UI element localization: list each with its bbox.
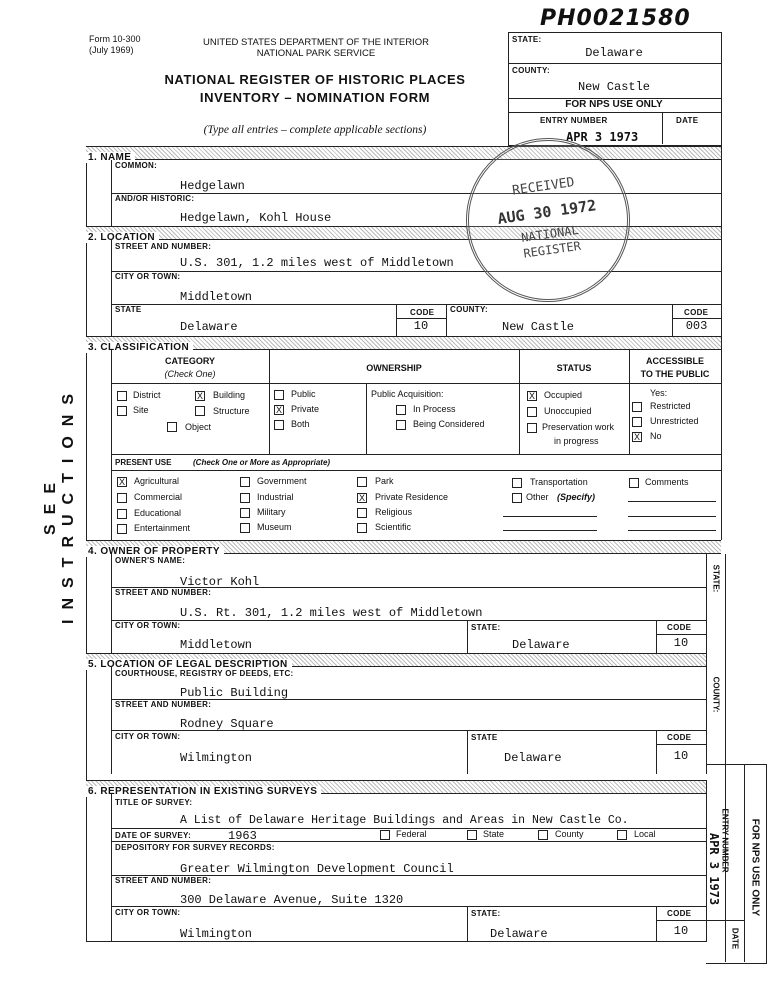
use-museum-checkbox[interactable] [240, 523, 250, 533]
accessible-no-checkbox[interactable]: X [633, 432, 640, 442]
depository-code-label: CODE [667, 909, 692, 918]
agency-line1: UNITED STATES DEPARTMENT OF THE INTERIOR [203, 37, 429, 48]
public-acquisition-label: Public Acquisition: [371, 389, 444, 399]
accessible-unrestricted-checkbox[interactable] [632, 417, 642, 427]
use-religious-checkbox[interactable] [357, 508, 367, 518]
county-code-label: CODE [684, 308, 709, 317]
survey-date-label: DATE OF SURVEY: [115, 831, 192, 840]
courthouse-label: COURTHOUSE, REGISTRY OF DEEDS, ETC: [115, 669, 294, 678]
depository-state-value: Delaware [490, 927, 548, 941]
ownership-both-checkbox[interactable] [274, 420, 284, 430]
depository-state-label: STATE: [471, 909, 501, 918]
legal-street-label: STREET AND NUMBER: [115, 700, 212, 709]
category-building-checkbox[interactable]: X [196, 391, 203, 401]
use-commercial-checkbox[interactable] [117, 493, 127, 503]
present-use-label: PRESENT USE [115, 458, 172, 467]
owner-city-value: Middletown [180, 638, 253, 652]
legal-street-value: Rodney Square [180, 717, 274, 731]
ownership-public-checkbox[interactable] [274, 390, 284, 400]
street-label: STREET AND NUMBER: [115, 242, 212, 251]
legal-city-label: CITY OR TOWN: [115, 732, 181, 741]
nps-use-label: FOR NPS USE ONLY [565, 99, 663, 110]
owner-street-value: U.S. Rt. 301, 1.2 miles west of Middletown [180, 606, 483, 620]
use-other-checkbox[interactable] [512, 493, 522, 503]
legal-state-value: Delaware [504, 751, 562, 765]
category-object-checkbox[interactable] [167, 422, 177, 432]
form-title-line1: NATIONAL REGISTER OF HISTORIC PLACES [164, 72, 466, 87]
depository-code-value: 10 [673, 924, 689, 938]
use-government-checkbox[interactable] [240, 477, 250, 487]
survey-title-value: A List of Delaware Heritage Buildings and Areas in New Castle Co. [180, 814, 629, 827]
category-subheader: (Check One) [164, 369, 216, 379]
side-received-date-handwritten: APR 3 1973 [707, 832, 721, 906]
status-unoccupied-checkbox[interactable] [527, 407, 537, 417]
use-entertainment-checkbox[interactable] [117, 524, 127, 534]
legal-city-value: Wilmington [180, 751, 253, 765]
status-preservation-checkbox[interactable] [527, 423, 537, 433]
ownership-header: OWNERSHIP [366, 363, 422, 373]
state-code-label: CODE [410, 308, 435, 317]
depository-value: Greater Wilmington Development Council [180, 862, 454, 876]
county-value: New Castle [502, 320, 575, 334]
depository-city-value: Wilmington [180, 927, 253, 941]
survey-local-checkbox[interactable] [617, 830, 627, 840]
use-industrial-checkbox[interactable] [240, 493, 250, 503]
form-number: Form 10-300 [89, 34, 141, 44]
side-nps-use-label: FOR NPS USE ONLY [749, 818, 761, 917]
courthouse-value: Public Building [180, 686, 289, 700]
in-process-checkbox[interactable] [396, 405, 406, 415]
side-date-label: DATE [730, 927, 740, 950]
side-state-label: STATE: [512, 35, 542, 44]
depository-street-label: STREET AND NUMBER: [115, 876, 212, 885]
state-code-value: 10 [413, 319, 429, 333]
section-surveys-header: 6. REPRESENTATION IN EXISTING SURVEYS [86, 780, 706, 794]
side-county-value: New Castle [577, 80, 650, 94]
historic-name-value: Hedgelawn, Kohl House [180, 211, 332, 225]
common-name-label: COMMON: [115, 161, 158, 170]
survey-title-label: TITLE OF SURVEY: [115, 798, 193, 807]
depository-city-label: CITY OR TOWN: [115, 908, 181, 917]
use-agricultural-checkbox[interactable]: X [118, 477, 125, 487]
owner-name-label: OWNER'S NAME: [115, 556, 186, 565]
use-scientific-checkbox[interactable] [357, 523, 367, 533]
section-owner-header: 4. OWNER OF PROPERTY [86, 540, 721, 554]
accessible-restricted-checkbox[interactable] [632, 402, 642, 412]
category-district-checkbox[interactable] [117, 391, 127, 401]
legal-side-county-label: COUNTY: [711, 676, 721, 713]
legal-code-label: CODE [667, 733, 692, 742]
side-county-label: COUNTY: [512, 66, 550, 75]
see-instructions-side-text: SEE INSTRUCTIONS [42, 384, 77, 624]
accessible-header-1: ACCESSIBLE [645, 356, 704, 366]
state-label: STATE [115, 305, 142, 314]
use-military-checkbox[interactable] [240, 508, 250, 518]
use-transportation-checkbox[interactable] [512, 478, 522, 488]
form-instructions: (Type all entries – complete applicable sections) [203, 124, 427, 136]
use-educational-checkbox[interactable] [117, 509, 127, 519]
received-date-handwritten: APR 3 1973 [566, 130, 639, 144]
owner-state-value: Delaware [512, 638, 570, 652]
section-name-header: 1. NAME [86, 146, 721, 160]
being-considered-checkbox[interactable] [396, 420, 406, 430]
survey-date-value: 1963 [228, 829, 257, 843]
category-structure-checkbox[interactable] [195, 406, 205, 416]
street-value: U.S. 301, 1.2 miles west of Middletown [180, 256, 454, 270]
agency-line2: NATIONAL PARK SERVICE [256, 48, 376, 59]
historic-name-label: AND/OR HISTORIC: [115, 194, 195, 203]
date-label: DATE [676, 116, 699, 125]
city-value: Middletown [180, 290, 253, 304]
owner-side-state-label: STATE: [711, 564, 721, 593]
use-private-residence-checkbox[interactable]: X [358, 493, 365, 503]
state-value: Delaware [180, 320, 238, 334]
category-header: CATEGORY [164, 356, 215, 366]
status-header: STATUS [556, 363, 592, 373]
depository-label: DEPOSITORY FOR SURVEY RECORDS: [115, 843, 275, 852]
owner-name-value: Victor Kohl [180, 575, 260, 589]
form-title-line2: INVENTORY – NOMINATION FORM [199, 90, 431, 105]
form-date: (July 1969) [89, 45, 134, 55]
common-name-value: Hedgelawn [180, 179, 245, 193]
survey-state-checkbox[interactable] [467, 830, 477, 840]
owner-street-label: STREET AND NUMBER: [115, 588, 212, 597]
accessible-header-2: TO THE PUBLIC [640, 369, 710, 379]
owner-code-label: CODE [667, 623, 692, 632]
ownership-private-checkbox[interactable]: X [275, 405, 282, 415]
owner-city-label: CITY OR TOWN: [115, 621, 181, 630]
use-comments-checkbox[interactable] [629, 478, 639, 488]
side-state-value: Delaware [585, 46, 643, 60]
received-stamp: RECEIVED AUG 30 1972 NATIONAL REGISTER [455, 127, 640, 312]
entry-number-label: ENTRY NUMBER [540, 116, 608, 125]
survey-federal-checkbox[interactable] [380, 830, 390, 840]
survey-county-checkbox[interactable] [538, 830, 548, 840]
section-classification-header: 3. CLASSIFICATION [86, 336, 721, 350]
county-code-value: 003 [685, 319, 708, 333]
present-use-sublabel: (Check One or More as Appropriate) [193, 458, 331, 467]
side-entry-number-label: ENTRY NUMBER [720, 808, 730, 873]
stamp-number: PH0021580 [540, 6, 691, 31]
legal-state-label: STATE [471, 733, 498, 742]
section-location-header: 2. LOCATION [86, 226, 721, 240]
category-site-checkbox[interactable] [117, 406, 127, 416]
section-legal-description-header: 5. LOCATION OF LEGAL DESCRIPTION [86, 653, 706, 667]
city-label: CITY OR TOWN: [115, 272, 181, 281]
owner-code-value: 10 [673, 636, 689, 650]
legal-code-value: 10 [673, 749, 689, 763]
use-park-checkbox[interactable] [357, 477, 367, 487]
owner-state-label: STATE: [471, 623, 501, 632]
status-occupied-checkbox[interactable]: X [528, 391, 535, 401]
depository-street-value: 300 Delaware Avenue, Suite 1320 [180, 893, 404, 907]
county-label: COUNTY: [450, 305, 488, 314]
